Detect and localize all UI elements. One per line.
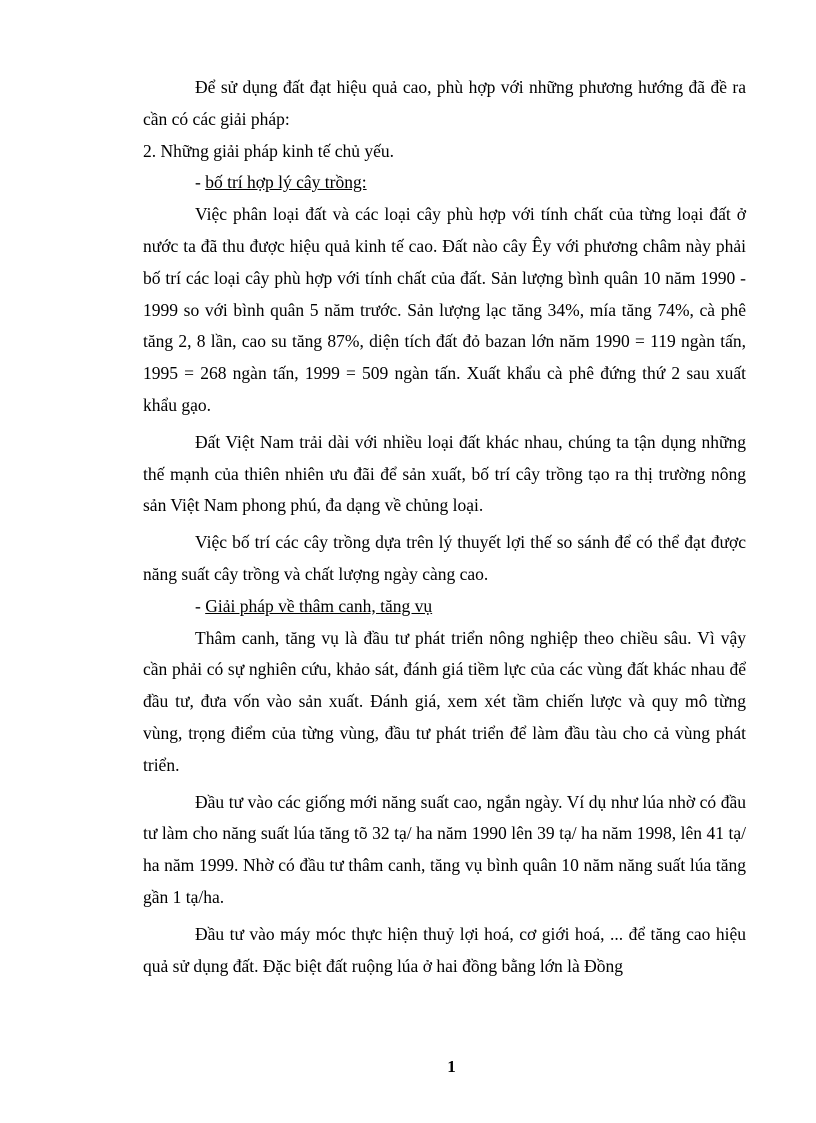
subheading-dash: - xyxy=(195,172,206,193)
subheading-intensive-farming-text: Giải pháp về thâm canh, tăng vụ xyxy=(205,595,433,616)
paragraph-machinery: Đầu tư vào máy móc thực hiện thuỷ lợi hoá, cơ giới hoá, ... để tăng cao hiệu quả sử dụng đất. Đặc biệt đất ruộng lúa ở hai đồng bằng lớn là Đồng xyxy=(143,923,746,976)
subheading-crop-layout xyxy=(143,167,746,199)
subheading-intensive-farming xyxy=(143,591,746,623)
paragraph-new-varieties: Đầu tư vào các giống mới năng suất cao, ngắn ngày. Ví dụ như lúa nhờ có đầu tư làm cho năng suất lúa tăng tõ 32 tạ/ ha năm 1990 lên 39 tạ/ ha năm 1998, lên 41 tạ/ ha năm 1999. Nhờ có đầu tư thâm canh, tăng vụ bình quân 10 năm năng suất lúa tăng gần 1 tạ/ha. xyxy=(143,791,746,907)
section-heading: 2. Những giải pháp kinh tế chủ yếu. xyxy=(143,140,395,161)
body-text xyxy=(143,72,746,982)
paragraph-intensive-investment: Thâm canh, tăng vụ là đầu tư phát triển nông nghiệp theo chiều sâu. Vì vậy cần phải có sự nghiên cứu, khảo sát, đánh giá tiềm lực của các vùng đất khác nhau để đầu tư, đưa vốn vào sản xuất. Đánh giá, xem xét tầm chiến lược và quy mô từng vùng, trọng điểm của từng vùng, đầu tư phát triển để làm đầu tàu cho cả vùng phát triển. xyxy=(143,627,746,775)
page-number: 1 xyxy=(447,1057,456,1076)
subheading-dash: - xyxy=(195,595,206,616)
intro-paragraph: Để sử dụng đất đạt hiệu quả cao, phù hợp với những phương hướng đã đề ra cần có các giải pháp: xyxy=(143,77,746,129)
paragraph-comparative-advantage: Việc bố trí các cây trồng dựa trên lý thuyết lợi thế so sánh để có thể đạt được năng suất cây trồng và chất lượng ngày càng cao. xyxy=(143,532,746,584)
subheading-crop-layout-text: bố trí hợp lý cây trồng: xyxy=(205,172,367,193)
paragraph-crop-classification: Việc phân loại đất và các loại cây phù hợp với tính chất của từng loại đất ở nước ta đã thu được hiệu quả kinh tế cao. Đất nào cây Êy với phương châm này phải bố trí các loại cây phù hợp với tính chất của đất. Sản lượng bình quân 10 năm 1990 - 1999 so với bình quân 5 năm trước. Sản lượng lạc tăng 34%, mía tăng 74%, cà phê tăng 2, 8 lần, cao su tăng 87%, diện tích đất đỏ bazan lớn năm 1990 = 119 ngàn tấn, 1995 = 268 ngàn tấn, 1999 = 509 ngàn tấn. Xuất khẩu cà phê đứng thứ 2 sau xuất khẩu gạo. xyxy=(143,204,746,415)
paragraph-vietnam-land: Đất Việt Nam trải dài với nhiều loại đất khác nhau, chúng ta tận dụng những thế mạnh của thiên nhiên ưu đãi để sản xuất, bố trí cây trồng tạo ra thị trường nông sản Việt Nam phong phú, đa dạng về chủng loại. xyxy=(143,431,746,516)
